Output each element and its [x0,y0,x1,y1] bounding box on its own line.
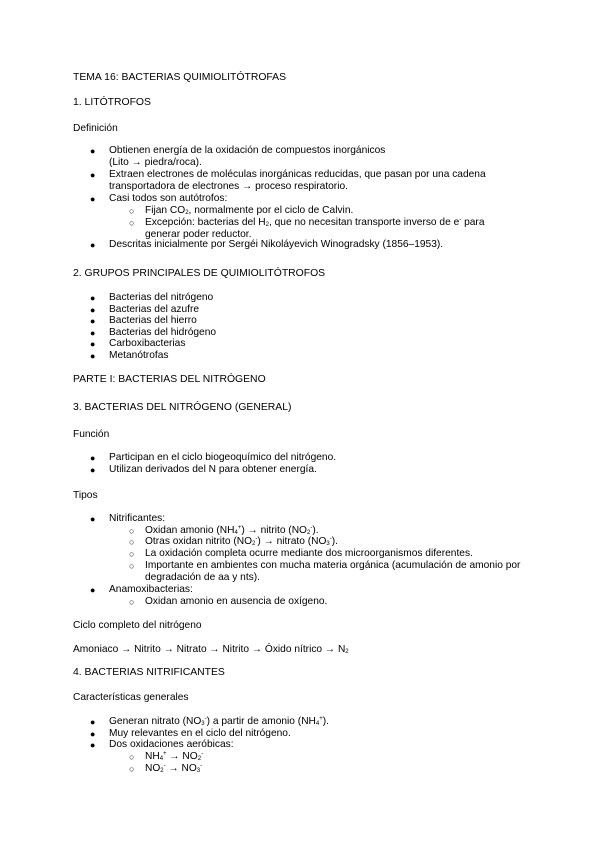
list-item: Descritas inicialmente por Sergéi Nikoláyevich Winogradsky (1856–1953). [109,239,444,250]
part-1-heading: PARTE I: BACTERIAS DEL NITRÓGENO [73,374,266,385]
section-1-heading: 1. LITÓTROFOS [73,97,151,108]
bullet-icon: ● [90,514,96,524]
bullet-icon: ● [90,293,96,303]
list-item: Bacterias del nitrógeno [109,292,214,303]
bullet-icon: ● [90,351,96,361]
list-item: Extraen electrones de moléculas inorgánicas reducidas, que pasan por una cadena [109,169,486,180]
list-item: Muy relevantes en el ciclo del nitrógeno. [109,728,291,739]
list-item: Carboxibacterias [109,338,186,349]
sub-list-item: Importante en ambientes con mucha materia orgánica (acumulación de amonio por [145,560,521,571]
bullet-icon: ● [90,339,96,349]
list-item: Dos oxidaciones aeróbicas: [109,739,234,750]
hollow-bullet-icon: ○ [129,764,135,774]
list-item: Bacterias del azufre [109,304,200,315]
bullet-icon: ● [90,717,96,727]
bullet-icon: ● [90,585,96,595]
sub-list-item: Excepción: bacterias del $H_2$, que no necesitan transporte inverso de e- para [145,217,485,228]
bullet-icon: ● [90,316,96,326]
bullet-icon: ● [90,328,96,338]
sub-list-item-continued: degradación de aa y nts). [145,572,260,583]
sub-list-item: Oxidan amonio en ausencia de oxígeno. [145,596,328,607]
list-item: Nitrificantes: [109,513,166,524]
sub-list-item: $NH_4^+ \to NO_2^-$ [145,751,204,762]
list-item: Obtienen energía de la oxidación de compuestos inorgánicos [109,145,386,156]
hollow-bullet-icon: ○ [129,561,135,571]
list-item: Participan en el ciclo biogeoquímico del nitrógeno. [109,452,337,463]
list-item: Casi todos son autótrofos: [109,193,228,204]
hollow-bullet-icon: ○ [129,537,135,547]
bullet-icon: ● [90,240,96,250]
sub-list-item: $NO_2^- \to NO_3^-$ [145,763,203,774]
hollow-bullet-icon: ○ [129,206,135,216]
bullet-icon: ● [90,170,96,180]
list-item-continued: (Lito → piedra/roca). [109,157,202,168]
function-subheading: Función [73,429,110,440]
bullet-icon: ● [90,453,96,463]
hollow-bullet-icon: ○ [129,752,135,762]
list-item: Generan nitrato $(NO_3^-)$ a partir de amonio $(NH_4^+)$. [109,716,330,727]
list-item: Anamoxibacterias: [109,584,193,595]
types-subheading: Tipos [73,490,98,501]
section-3-heading: 3. BACTERIAS DEL NITRÓGENO (GENERAL) [73,402,292,413]
hollow-bullet-icon: ○ [129,526,135,536]
sub-list-item: Fijan $CO_2$, normalmente por el ciclo de Calvin. [145,205,354,216]
nitrogen-cycle-subheading: Ciclo completo del nitrógeno [73,620,202,631]
list-item: Utilizan derivados del N para obtener energía. [109,464,317,475]
sub-list-item-continued: generar poder reductor. [145,229,252,240]
list-item: Bacterias del hierro [109,315,197,326]
hollow-bullet-icon: ○ [129,218,135,228]
bullet-icon: ● [90,146,96,156]
bullet-icon: ● [90,305,96,315]
bullet-icon: ● [90,729,96,739]
section-4-heading: 4. BACTERIAS NITRIFICANTES [73,667,225,678]
document-title: TEMA 16: BACTERIAS QUIMIOLITÓTROFAS [73,72,287,83]
section-2-heading: 2. GRUPOS PRINCIPALES DE QUIMIOLITÓTROFOS [73,268,326,279]
list-item: Bacterias del hidrógeno [109,327,217,338]
general-characteristics-subheading: Características generales [73,692,189,703]
list-item: Metanótrofas [109,350,169,361]
hollow-bullet-icon: ○ [129,597,135,607]
nitrogen-cycle-sequence: Amoniaco → Nitrito → Nitrato → Nitrito → Óxido nítrico → $N_2$ [73,644,349,655]
sub-list-item: Otras oxidan nitrito $(NO_2^-)$ → nitrato $(NO_3^-)$. [145,536,338,547]
bullet-icon: ● [90,465,96,475]
bullet-icon: ● [90,740,96,750]
bullet-icon: ● [90,194,96,204]
sub-list-item: La oxidación completa ocurre mediante dos microorganismos diferentes. [145,548,473,559]
list-item-continued: transportadora de electrones → proceso respiratorio. [109,181,348,192]
hollow-bullet-icon: ○ [129,549,135,559]
sub-list-item: Oxidan amonio $(NH_4^+)$ → nitrito $(NO_2^-)$. [145,525,319,536]
definition-subheading: Definición [73,123,118,134]
